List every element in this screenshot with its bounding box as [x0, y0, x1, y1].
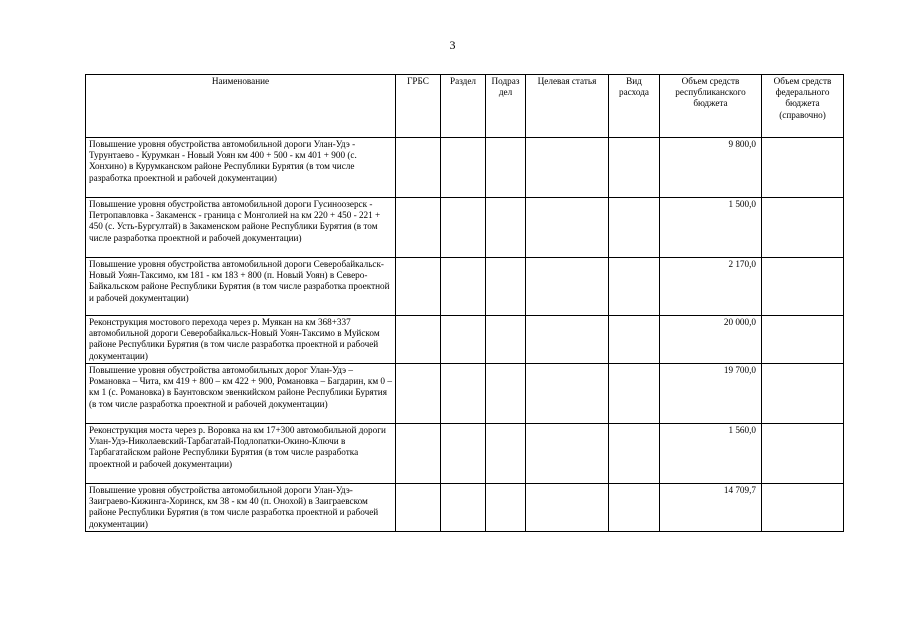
row-razdel [441, 138, 486, 198]
row-name: Повышение уровня обустройства автомобильной дороги Гусиноозерск - Петропавловка - Закаменск - граница с Монголией на км 220 + 450 - 221 + 450 (с. Усть-Бургултай) в Закаменском районе Республики Бурятия (в том числе разработка проектной и рабочей документации) [86, 198, 396, 258]
table-row [86, 424, 844, 484]
row-razdel [441, 364, 486, 424]
row-vid-raskhoda [609, 258, 660, 316]
header-vid-raskhoda: Вид расхода [609, 75, 660, 138]
row-name: Повышение уровня обустройства автомобильной дороги Северобайкальск-Новый Уоян-Таксимо, км 181 - км 183 + 800 (п. Новый Уоян) в Северо-Байкальском районе Республики Бурятия (в том числе разработка проектной и рабочей документации) [86, 258, 396, 316]
row-republic-amount: 1 560,0 [660, 424, 762, 484]
row-republic-amount: 20 000,0 [660, 316, 762, 364]
row-grbs [396, 258, 441, 316]
header-celevaya-statya: Целевая статья [526, 75, 609, 138]
row-grbs [396, 364, 441, 424]
row-republic-amount: 14 709,7 [660, 484, 762, 532]
row-federal-amount [762, 258, 844, 316]
row-federal-amount [762, 364, 844, 424]
row-grbs [396, 316, 441, 364]
header-razdel: Раздел [441, 75, 486, 138]
row-celevaya-statya [526, 364, 609, 424]
row-grbs [396, 424, 441, 484]
row-federal-amount [762, 138, 844, 198]
row-podrazdel [486, 424, 526, 484]
row-name: Повышение уровня обустройства автомобильных дорог Улан-Удэ – Романовка – Чита, км 419 + 800 – км 422 + 900, Романовка – Багдарин, км 0 – км 1 (с. Романовка) в Баунтовском эвенкийском районе Республики Бурятия (в том числе разработка проектной и рабочей документации) [86, 364, 396, 424]
row-razdel [441, 424, 486, 484]
row-celevaya-statya [526, 198, 609, 258]
row-republic-amount: 19 700,0 [660, 364, 762, 424]
row-grbs [396, 484, 441, 532]
row-republic-amount: 1 500,0 [660, 198, 762, 258]
row-celevaya-statya [526, 484, 609, 532]
row-celevaya-statya [526, 138, 609, 198]
row-name: Реконструкция мостового перехода через р. Муякан на км 368+337 автомобильной дороги Северобайкальск-Новый Уоян-Таксимо в Муйском районе Республики Бурятия (в том числе разработка проектной и рабочей документации) [86, 316, 396, 364]
row-republic-amount: 2 170,0 [660, 258, 762, 316]
row-vid-raskhoda [609, 138, 660, 198]
table-row [86, 138, 844, 198]
budget-table [85, 74, 844, 532]
row-republic-amount: 9 800,0 [660, 138, 762, 198]
table-row [86, 258, 844, 316]
row-podrazdel [486, 258, 526, 316]
row-vid-raskhoda [609, 424, 660, 484]
row-celevaya-statya [526, 424, 609, 484]
row-federal-amount [762, 316, 844, 364]
row-podrazdel [486, 198, 526, 258]
row-name: Реконструкция моста через р. Воровка на км 17+300 автомобильной дороги Улан-Удэ-Николаевский-Тарбагатай-Подлопатки-Окино-Ключи в Тарбагатайском районе Республики Бурятия (в том числе разработка проектной и рабочей документации) [86, 424, 396, 484]
row-celevaya-statya [526, 258, 609, 316]
row-federal-amount [762, 484, 844, 532]
table-header-row [86, 75, 844, 138]
header-podrazdel: Подраз дел [486, 75, 526, 138]
header-federal-budget: Объем средств федерального бюджета (справочно) [762, 75, 844, 138]
table-row [86, 364, 844, 424]
table-row [86, 316, 844, 364]
row-name: Повышение уровня обустройства автомобильной дороги Улан-Удэ-Заиграево-Кижинга-Хоринск, км 38 - км 40 (п. Онохой) в Заиграевском районе Республики Бурятия (в том числе разработка проектной и рабочей документации) [86, 484, 396, 532]
row-podrazdel [486, 138, 526, 198]
row-celevaya-statya [526, 316, 609, 364]
page-number: 3 [449, 38, 456, 52]
row-grbs [396, 198, 441, 258]
table-row [86, 484, 844, 532]
row-vid-raskhoda [609, 198, 660, 258]
header-name: Наименование [86, 75, 396, 138]
row-vid-raskhoda [609, 316, 660, 364]
row-podrazdel [486, 316, 526, 364]
row-grbs [396, 138, 441, 198]
row-federal-amount [762, 198, 844, 258]
table-row [86, 198, 844, 258]
row-podrazdel [486, 364, 526, 424]
row-razdel [441, 316, 486, 364]
row-name: Повышение уровня обустройства автомобильной дороги Улан-Удэ - Турунтаево - Курумкан - Новый Уоян км 400 + 500 - км 401 + 900 (с. Хонхино) в Курумканском районе Республики Бурятия (в том числе разработка проектной и рабочей документации) [86, 138, 396, 198]
row-razdel [441, 198, 486, 258]
row-podrazdel [486, 484, 526, 532]
header-republic-budget: Объем средств республиканского бюджета [660, 75, 762, 138]
header-grbs: ГРБС [396, 75, 441, 138]
row-federal-amount [762, 424, 844, 484]
row-vid-raskhoda [609, 364, 660, 424]
row-razdel [441, 258, 486, 316]
row-razdel [441, 484, 486, 532]
row-vid-raskhoda [609, 484, 660, 532]
